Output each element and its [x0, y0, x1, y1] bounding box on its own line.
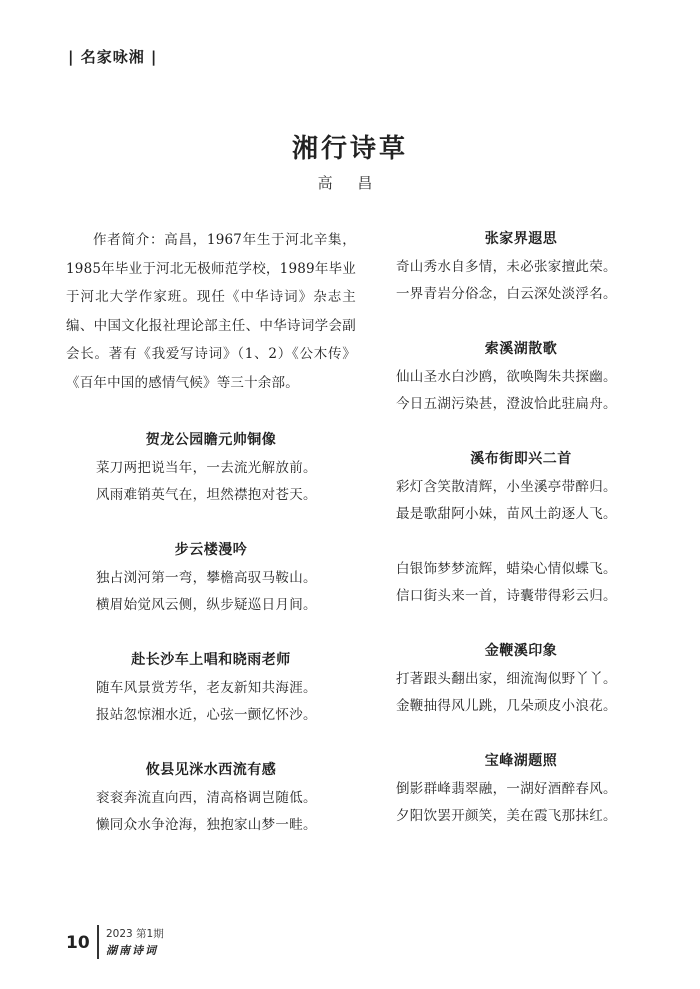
poem	[396, 336, 646, 418]
poem	[396, 748, 646, 830]
poem	[66, 537, 356, 619]
poem-line: 一界青岩分俗念，白云深处淡浮名。	[396, 286, 617, 302]
poem	[396, 446, 646, 610]
left-column	[66, 226, 356, 867]
poem	[66, 427, 356, 509]
poem-line: 信口街头来一首，诗囊带得彩云归。	[396, 588, 617, 604]
footer-divider	[97, 925, 99, 959]
poem-line: 衮衮奔流直向西，清高格调岂随低。	[96, 790, 317, 806]
poem-line: 金鞭抽得风儿跳，几朵顽皮小浪花。	[396, 698, 617, 714]
poem-line: 风雨难销英气在，坦然襟抱对苍天。	[96, 487, 317, 503]
poem-title: 赴长沙车上唱和晓雨老师	[131, 652, 291, 668]
poem-line: 仙山圣水白沙鸥，欲唤陶朱共探幽。	[396, 369, 617, 385]
poem-title: 贺龙公园瞻元帅铜像	[145, 432, 277, 448]
poem-line: 彩灯含笑散清辉，小坐溪亭带醉归。	[396, 479, 617, 495]
page-number: 10	[66, 933, 90, 953]
poem-line: 倒影群峰翡翠融，一湖好酒醉春风。	[396, 781, 617, 797]
poem-line: 奇山秀水自多情，未必张家擅此荣。	[396, 259, 617, 275]
poem-title: 步云楼漫吟	[174, 542, 248, 558]
poem-line: 今日五湖污染甚，澄波恰此驻扁舟。	[396, 396, 617, 412]
poem-line: 独占浏河第一弯，攀檐高驭马鞍山。	[96, 570, 317, 586]
poem-title: 宝峰湖题照	[484, 753, 558, 769]
poem-title: 金鞭溪印象	[484, 643, 558, 659]
poem-title: 攸县见洣水西流有感	[145, 762, 277, 778]
issue-label: 2023 第1期	[106, 928, 164, 940]
poem-line: 打著跟头翻出家，细流淘似野丫丫。	[396, 671, 617, 687]
poem-title: 索溪湖散歌	[484, 341, 558, 357]
poem	[396, 638, 646, 720]
poem-line: 懒同众水争沧海，独抱家山梦一畦。	[96, 817, 317, 833]
poem-line: 随车风景赏芳华，老友新知共海涯。	[96, 680, 317, 696]
poem-line: 夕阳饮罢开颜笑，美在霞飞那抹红。	[396, 808, 617, 824]
author-name: 高 昌	[317, 174, 383, 192]
poem	[396, 226, 646, 308]
page-title: 湘行诗草	[291, 134, 408, 164]
poem-line: 最是歌甜阿小妹，苗风土韵逐人飞。	[396, 506, 617, 522]
poem-line: 菜刀两把说当年，一去流光解放前。	[96, 460, 317, 476]
poem	[66, 757, 356, 839]
poem-line: 横眉始觉风云侧，纵步疑巡日月间。	[96, 597, 317, 613]
magazine-name: 湖南诗词	[106, 944, 158, 957]
poem-line: 报站忽惊湘水近，心弦一颤忆怀沙。	[96, 707, 317, 723]
poem-title: 张家界遐思	[484, 231, 558, 247]
poem	[66, 647, 356, 729]
author-bio: 作者简介：高昌，1967年生于河北辛集，1985年毕业于河北无极师范学校，1989年毕业于河北大学作家班。现任《中华诗词》杂志主编、中国文化报社理论部主任、中华诗词学会副会长。著有《我爱写诗词》（1、2）《公木传》《百年中国的感情气候》等三十余部。	[66, 232, 356, 391]
right-column	[396, 226, 646, 858]
section-tag: | 名家咏湘 |	[68, 48, 158, 66]
stanza-gap	[396, 528, 646, 556]
poem-title: 溪布街即兴二首	[470, 451, 572, 467]
poem-line: 白银饰梦梦流辉，蜡染心情似蝶飞。	[396, 561, 617, 577]
